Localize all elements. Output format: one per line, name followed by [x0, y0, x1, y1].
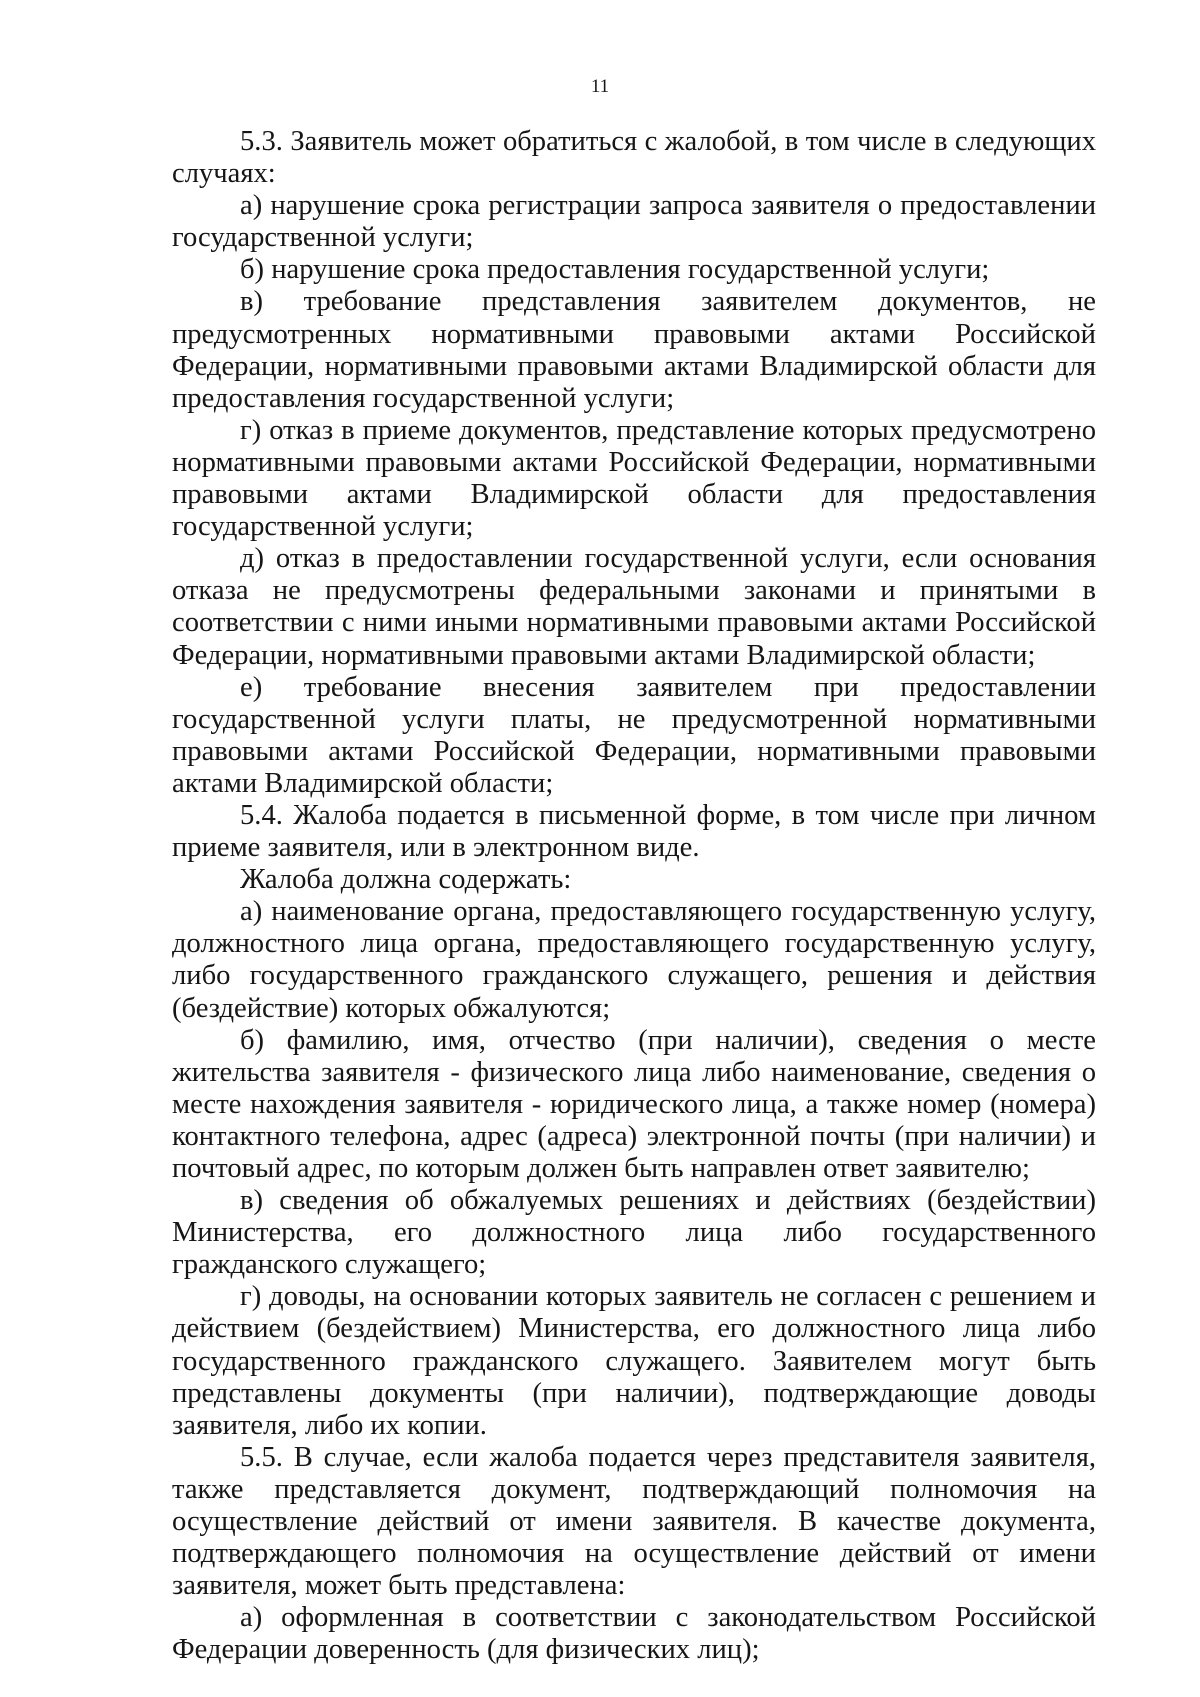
paragraph-5-3-v: в) требование представления заявителем документов, не предусмотренных нормативными правовыми актами Российской Федерации, нормативными правовыми актами Владимирской области для предоставления государственной услуги;	[172, 286, 1096, 414]
document-body	[172, 126, 1096, 1667]
paragraph-5-3-d: д) отказ в предоставлении государственной услуги, если основания отказа не предусмотрены федеральными законами и принятыми в соответствии с ними иными нормативными правовыми актами Российской Федерации, нормативными правовыми актами Владимирской области;	[172, 543, 1096, 671]
paragraph-5-5-a: а) оформленная в соответствии с законодательством Российской Федерации доверенность (для физических лиц);	[172, 1602, 1096, 1666]
paragraph-5-3: 5.3. Заявитель может обратиться с жалобой, в том числе в следующих случаях:	[172, 126, 1096, 190]
paragraph-5-4: 5.4. Жалоба подается в письменной форме, в том числе при личном приеме заявителя, или в электронном виде.	[172, 799, 1096, 864]
paragraph-5-4-b: б) фамилию, имя, отчество (при наличии), сведения о месте жительства заявителя - физического лица либо наименование, сведения о месте нахождения заявителя - юридического лица, а также номер (номера) контактного телефона, адрес (адреса) электронной почты (при наличии) и почтовый адрес, по которым должен быть направлен ответ заявителю;	[172, 1024, 1096, 1184]
paragraph-5-3-g: г) отказ в приеме документов, представление которых предусмотрено нормативными правовыми актами Российской Федерации, нормативными правовыми актами Владимирской области для предоставления государственной услуги;	[172, 414, 1096, 543]
page-number: 11	[590, 76, 610, 97]
paragraph-5-5: 5.5. В случае, если жалоба подается через представителя заявителя, также представляется документ, подтверждающий полномочия на осуществление действий от имени заявителя. В качестве документа, подтверждающего полномочия на осуществление действий от имени заявителя, может быть представлена:	[172, 1441, 1096, 1602]
paragraph-5-4-v: в) сведения об обжалуемых решениях и действиях (бездействии) Министерства, его должностного лица либо государственного гражданского служащего;	[172, 1185, 1096, 1281]
paragraph-5-3-a: а) нарушение срока регистрации запроса заявителя о предоставлении государственной услуги;	[172, 190, 1096, 254]
paragraph-5-3-b: б) нарушение срока предоставления государственной услуги;	[240, 254, 990, 286]
paragraph-5-4-intro: Жалоба должна содержать:	[240, 864, 572, 896]
paragraph-5-4-g: г) доводы, на основании которых заявитель не согласен с решением и действием (бездействием) Министерства, его должностного лица либо государственного гражданского служащего. Заявителем могут быть представлены документы (при наличии), подтверждающие доводы заявителя, либо их копии.	[172, 1281, 1096, 1441]
paragraph-5-4-a: а) наименование органа, предоставляющего государственную услугу, должностного лица органа, предоставляющего государственную услугу, либо государственного гражданского служащего, решения и действия (бездействие) которых обжалуются;	[172, 896, 1096, 1024]
paragraph-5-3-e: е) требование внесения заявителем при предоставлении государственной услуги платы, не предусмотренной нормативными правовыми актами Российской Федерации, нормативными правовыми актами Владимирской области;	[172, 671, 1096, 799]
